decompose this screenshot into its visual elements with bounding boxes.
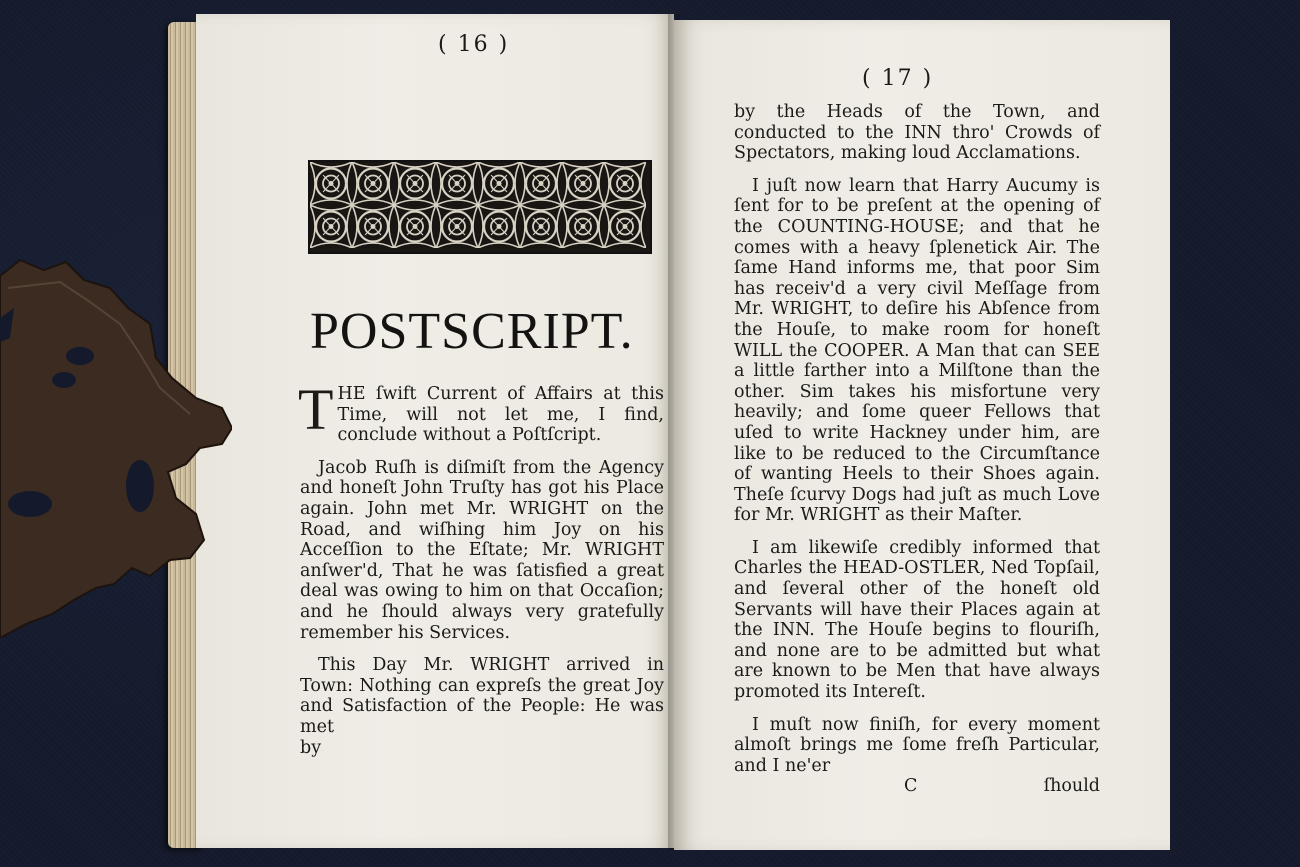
signature-mark: C	[904, 776, 918, 797]
paragraph: I muſt now finiſh, for every moment almoſt brings me ſome freſh Particular, and I ne'er	[734, 714, 1100, 776]
paragraph: by the Heads of the Town, and conducted to the INN thro' Crowds of Spectators, making loud Acclamations.	[734, 102, 1100, 164]
metal-book-weight	[0, 258, 232, 638]
catchword: by	[300, 737, 322, 758]
paragraph: This Day Mr. WRIGHT arrived in Town: Nothing can expreſs the great Joy and Satisfaction of the People: He was met	[300, 655, 664, 737]
woodcut-ornament-band	[308, 160, 652, 254]
ornament-pattern	[310, 162, 646, 248]
drop-cap: T	[298, 377, 334, 442]
left-page-number: ( 16 )	[438, 32, 510, 57]
left-page-text	[298, 377, 664, 758]
paragraph: THE ſwift Current of Affairs at this Time, will not let me, I find, conclude without a Poſtſcript.	[298, 377, 664, 446]
open-book	[168, 14, 1173, 850]
paragraph: Jacob Ruſh is diſmiſt from the Agency and honeſt John Truſty has got his Place again. John met Mr. WRIGHT on the Road, and wiſhing him Joy on his Acceſſion to the Eſtate; Mr. WRIGHT anſwer'd, That he was ſatisfied a great deal was owing to him on that Occaſion; and he ſhould always very gratefully remember his Services.	[300, 457, 664, 643]
paragraph: I juſt now learn that Harry Aucumy is ſent for to be preſent at the opening of the COUNTING-HOUSE; and that he comes with a heavy ſplenetick Air. The ſame Hand informs me, that poor Sim has receiv'd a very civil Meſſage from Mr. WRIGHT, to deſire his Abſence from the Houſe, to make room for honeſt WILL the COOPER. A Man that can SEE a little farther into a Milſtone than the other. Sim takes his misfortune very heavily; and ſome queer Fellows that uſed to write Hackney under him, are like to be reduced to the Circumſtance of wanting Heels to their Shoes again. Theſe ſcurvy Dogs had juſt as much Love for Mr. WRIGHT as their Maſter.	[734, 175, 1100, 526]
postscript-title: POSTSCRIPT.	[310, 303, 634, 360]
right-page-text	[734, 102, 1100, 797]
right-page	[674, 20, 1170, 850]
right-page-number: ( 17 )	[862, 66, 934, 91]
paragraph: I am likewiſe credibly informed that Charles the HEAD-OSTLER, Ned Topſail, and ſeveral other of the honeſt old Servants will have their Places again at the INN. The Houſe begins to flouriſh, and none are to be admitted but what are known to be Men that have always promoted its Intereſt.	[734, 537, 1100, 703]
page-footer	[734, 776, 1100, 797]
left-page	[196, 14, 674, 848]
catchword: ſhould	[1043, 776, 1100, 797]
